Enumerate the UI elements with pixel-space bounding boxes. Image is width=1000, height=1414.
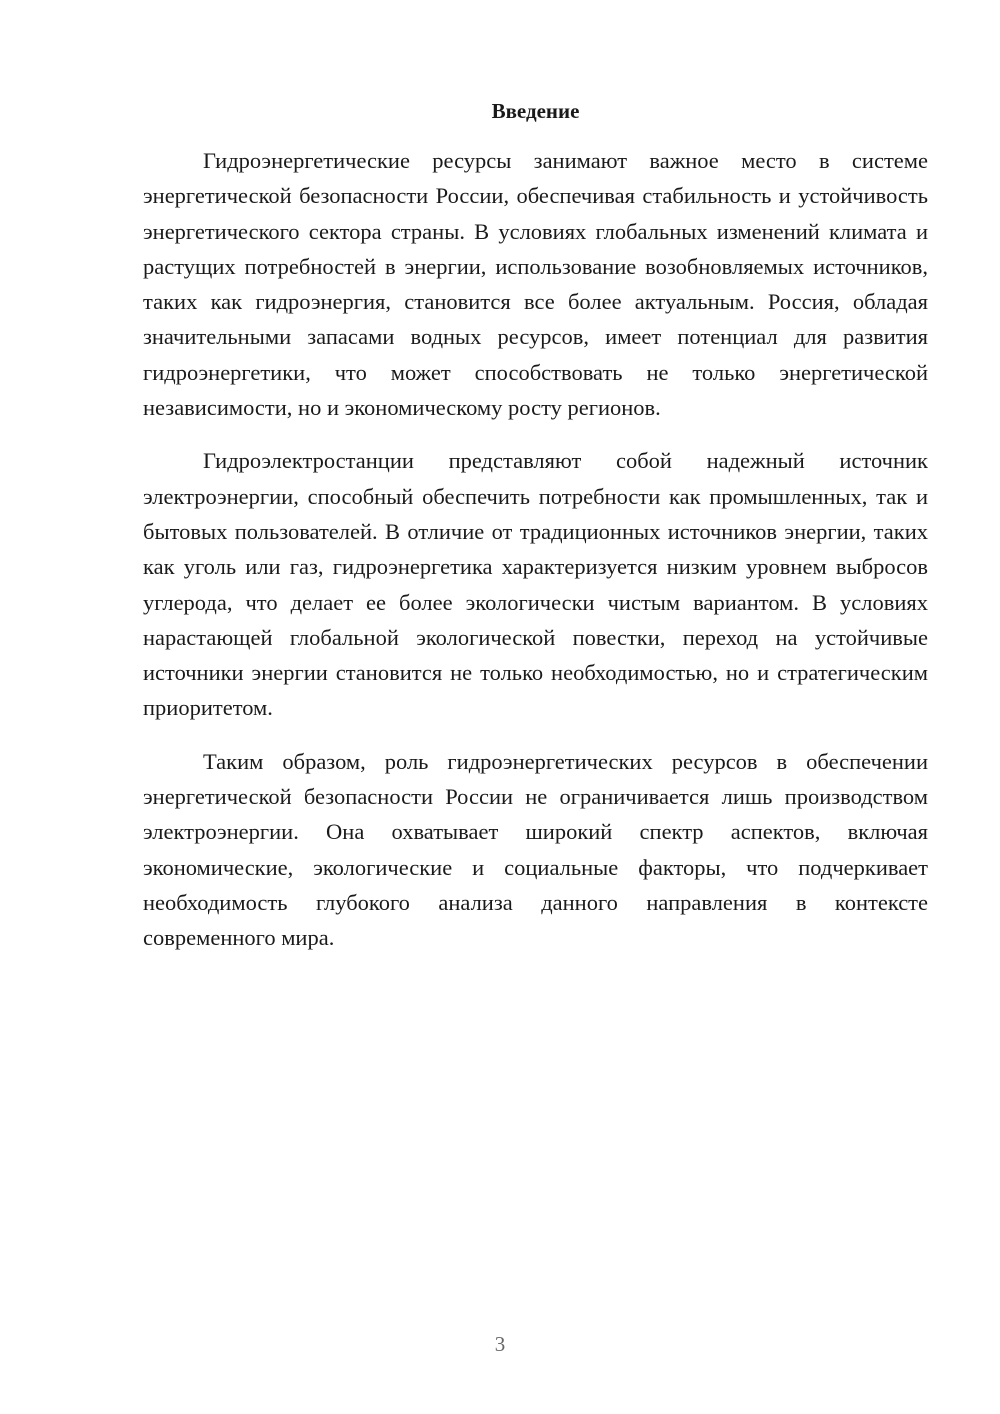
section-title: Введение [491,99,580,123]
document-body [143,143,928,974]
paragraph-3: Таким образом, роль гидроэнергетических ресурсов в обеспечении энергетической безопасности России не ограничивается лишь производством электроэнергии. Она охватывает широкий спектр аспектов, включая экономические, экологические и социальные факторы, что подчеркивает необходимость глубокого анализа данного направления в контексте современного мира. [143,748,928,951]
paragraph-2: Гидроэлектростанции представляют собой надежный источник электроэнергии, способный обеспечить потребности как промышленных, так и бытовых пользователей. В отличие от традиционных источников энергии, таких как уголь или газ, гидроэнергетика характеризуется низким уровнем выбросов углерода, что делает ее более экологически чистым вариантом. В условиях нарастающей глобальной экологической повестки, переход на устойчивые источники энергии становится не только необходимостью, но и стратегическим приоритетом. [143,448,928,721]
paragraph-1: Гидроэнергетические ресурсы занимают важное место в системе энергетической безопасности России, обеспечивая стабильность и устойчивость энергетического сектора страны. В условиях глобальных изменений климата и растущих потребностей в энергии, использование возобновляемых источников, таких как гидроэнергия, становится все более актуальным. Россия, обладая значительными запасами водных ресурсов, имеет потенциал для развития гидроэнергетики, что может способствовать не только энергетической независимости, но и экономическому росту регионов. [143,148,928,421]
page-number: 3 [494,1332,506,1356]
